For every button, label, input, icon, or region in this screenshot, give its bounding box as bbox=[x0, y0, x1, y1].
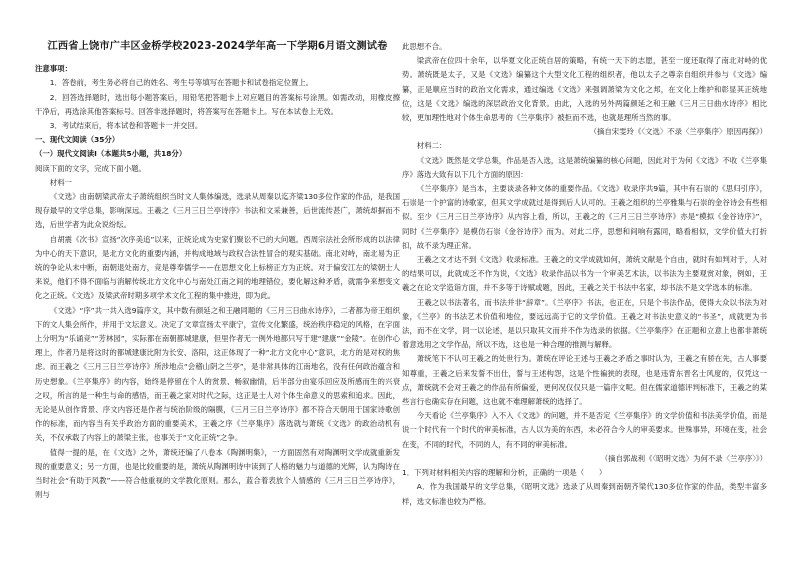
body-paragraph: 萧统笔下不认可王羲之的处世行为。萧统在评论王述与王羲之矛盾之事时认为，王羲之有骄在先，古人事要知尊重，王羲之后来发誓不出仕，誓与王述构怨，这是个性褊狭的表现，也是违背东晋名士风度的，仅凭这一点，萧统就不会对王羲之的作品有所偏爱，更何况仅仅只是一篇序文呢。但在儒家道德评判标准下，王羲之的某些言行也确实存在问题，这也就不难理解萧统的选择了。 bbox=[402, 354, 767, 407]
instruction-text: 阅读下面的文字，完成下面小题。 bbox=[35, 163, 146, 173]
notice-item: 2．回答选择题时，选出每小题答案后，用铅笔把答题卡上对应题目的答案标号涂黑。如需改动，用橡皮擦干净后，再选涂其他答案标号。回答非选择题时，将答案写在答题卡上。写在本试卷上无效。 bbox=[35, 92, 400, 116]
continued-text: 此思想不合。 bbox=[402, 42, 447, 51]
body-paragraph: 《文选》“序”共一共入选9篇序文，其中数有颜延之和王融同题的《三月三日曲水诗序》，二者都为帝王组织下的文人集会所作，并用于文坛意义。决定了文章宣扬太平康宁，宣传文化繁盛，统治秩序稳定的风格，在字面上分明为“乐诵竞”“芳林园”，实际都在南朝都城建康，但里作者无一例外地都只写于建“建康”“金陵”。在创作心理上，作者乃是将这时的都城建康比附为长安、洛阳，这正体现了一种“北方文化中心”意识，北方的是对权的焦虑。而王羲之《三月三日兰亭诗序》所涉地点“会稽山阴之兰亭”，是非常具体的江南地名，没有任何政治蕴含和历史想象。《兰亭集序》的内容，始终是停留在个人的赏景、畅叙幽情，后半部分由宴乐回应及所感而生的兴衰之叹，所言的是一种生与命的感悟，而王羲之家对时代之际，这正是士人对个体生命意义的思索和追求。因此，无论是从创作背景、序文内容还是作者与统治阶级的隔膜，《三月三日兰亭诗序》都不符合天朝用于国家诗歌创作的标准，而内容当有关乎政治方面的重要美术，王羲之序《兰亭集序》落选就与萧统《文选》的政治动机有关，不仅承载了内容上的萧梁主张，也事关于“文化正统”之争。 bbox=[35, 305, 400, 443]
question-option: A．作为我国最早的文学总集，《昭明文选》选录了从周秦到南朝齐梁代130多位作家的作品，类型丰富多样，选文标准也较为严格。 bbox=[402, 482, 767, 506]
body-paragraph: 梁武帝在位四十余年，以华夏文化正统自居的策略，有统一天下的志愿，甚至一度还取得了南北对峙的优势。萧统既是太子，又是《文选》编纂这个大型文化工程的组织者，他以太子之尊亲自组织并参与《文选》编纂，正是顺应当时的政治文化需求，通过编选《文选》来强调萧梁为文化之邦，在文化上维护和彰显其正统地位，这是《文选》编选的深层政治文化背景。由此，入选的另外两篇颜延之和王融《三月三日曲水诗序》相比较，更加理性地对个体生命思考的《兰亭集序》被拒而不选，也就是理所当然的事。 bbox=[402, 56, 767, 123]
body-paragraph: 值得一提的是，在《文选》之外，萧统还编了八卷本《陶渊明集》，一方面固然有对陶渊明文学成就重新发现的重要意义；另一方面，也是比较重要的是，萧统从陶渊明诗中读到了人格的魅力与道德的光辉，认为陶诗在当时社会“有助于风教”——符合他重视的文学教化原则。那么，蓝合着表放个人情感的《三月三日兰亭诗序》，则与 bbox=[35, 447, 400, 500]
subsection-heading: （一）现代文阅读Ⅰ（本题共5小题，共18分） bbox=[35, 149, 187, 159]
right-column bbox=[402, 40, 767, 509]
notice-item: 3．考试结束后，将本试卷和答题卡一并交回。 bbox=[49, 121, 203, 131]
notice-heading: 注意事项： bbox=[35, 64, 72, 74]
body-paragraph: 《兰亭集序》是当本，主要谈录各种文体的重要作品。《文选》收录序共9篇，其中有石崇的《思归引序》，石崇是一个护富的诗歌家，但其文学成就过是得到后人认可的。王羲之组织的兰亭雅集与石崇的金谷诗会有些相似。至少《三月三日兰亭诗序》从内容上看，所以，王羲之的《三月三日兰亭诗序》亦是“模拟《金谷诗序》”，同时《兰亭集序》是模仿石崇《金谷诗序》而为。对此二序，思想和间响有露同，略看相似，文学价值大打折扣，故不录为理正常。 bbox=[402, 184, 767, 250]
material-label: 材料一 bbox=[49, 177, 72, 187]
body-paragraph: 王羲之以书法著名，而书法并非“辞章”。《兰亭序》书法，也正在，只是个书法作品，使得大众以书法为对象，《兰亭》的书法艺术价值和地位，要远远高于它的文学价值。王羲之对书法史意义的“书圣”，成就更为书法，而不在文学，同一以论述，是以只取其文而并不作为选录的依据。《兰亭集序》在正题和立意上也都非萧统着意选用之文学作品，所以不选，这也是一种合理的推测与解释。 bbox=[402, 297, 767, 350]
body-paragraph: 今天看论《兰亭集序》入不入《文选》的问题，并不是否定《兰亭集序》的文学价值和书法美学价值，而是说一个时代有一个时代的审美标准，古人以为美的东西，未必符合今人的审美要求。世殊事异，环境在变，社会在变，不同的时代，不同的人，有不同的审美标准。 bbox=[402, 411, 767, 449]
body-paragraph: 王羲之文才达不到《文选》收录标准。王羲之的文学成就如何，萧统文献是个自由，就时有如判对于，人对的结果可以，此就成乏不作为说，《文选》收录作品以书为一个审美艺术法，以书法为主要观赏对象，例如，王羲之在论文学造诣方面，并不多等于诗赋或题，因此，王羲之关于书法中名家，却书法不是文学选本的标准。 bbox=[402, 255, 767, 293]
material-label: 材料二： bbox=[416, 141, 447, 151]
body-paragraph: 《文选》由南朝梁武帝太子萧统组织当时文人集体编选，选录从周秦以迄齐梁130多位作家的作品，是我国现存最早的文学总集，影响深远。王羲之《三月三日兰亭诗序》书法和文采兼善，后世流传甚广，萧统却摒而不选，后世学者为此众说纷纭。 bbox=[35, 192, 400, 230]
notice-item: 1．答卷前，考生务必将自己的姓名、考生号等填写在答题卡和试卷指定位置上。 bbox=[49, 78, 314, 88]
question-stem: 1．下列对材料相关内容的理解和分析，正确的一项是（ ） bbox=[402, 468, 607, 478]
source-citation: （摘自宋雯玲《〈文选〉不录〈兰亭集序〉原因再探》） bbox=[589, 127, 767, 137]
body-paragraph: 《文选》既然是文学总集，作品是否入选，这是萧统编纂的核心问题，因此对于为何《文选》不收《兰亭集序》落选大致有以下几个方面的原因： bbox=[402, 155, 767, 179]
section-heading: 一、现代文阅读（35分） bbox=[35, 135, 120, 145]
body-paragraph: 自胡震《次书》宣扬“次序美追”以来，正统论成为史家们聚讼不已的大问题。西周宗法社会所形成的以法律为中心的天下意识，是北方文化的重要内涵，并构成地域与政权合法性冒合的观实基础。南北对峙，南北易为正统的争论从未中断，南朝退处南方，竞是尊奉儒学——在思想文化上标榜正方为正统。对于偏安江左的梁朝士人来说，他们不得不面临与消解传统北方文化中心与南处江南之间的地理错位，要化解这种矛盾，就需争来想变文化之正统。《文选》及梁武帝时期多项学术文化工程的集中推进，即为此。 bbox=[35, 234, 400, 301]
left-column bbox=[35, 40, 400, 503]
source-citation: （摘自郭战利《〈昭明文选〉为何不录〈兰亭序〉》） bbox=[600, 453, 767, 463]
page-title: 江西省上饶市广丰区金桥学校2023-2024学年高一下学期6月语文测试卷 bbox=[47, 41, 388, 52]
